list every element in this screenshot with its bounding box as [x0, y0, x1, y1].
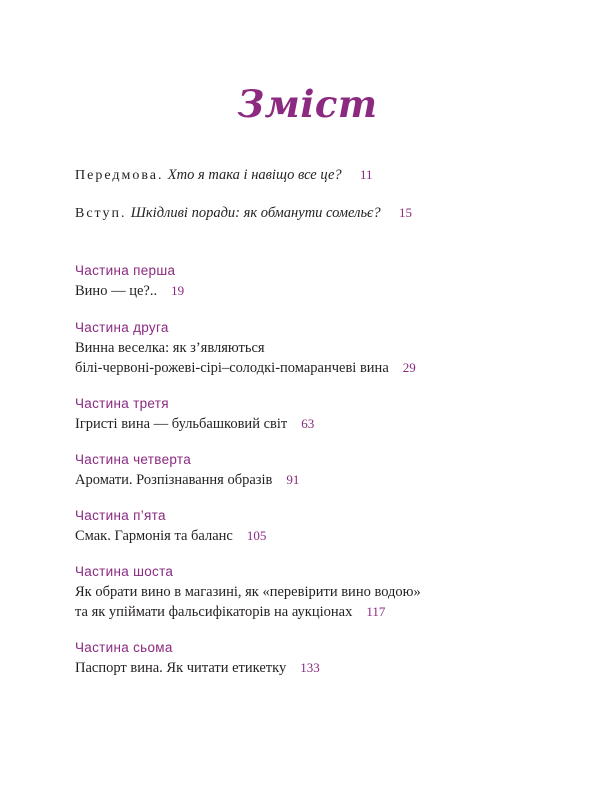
toc-part-2: [75, 318, 555, 378]
part-title: Як обрати вино в магазині, як «перевірити вино водою»: [75, 584, 421, 600]
part-heading: Частина шоста: [75, 564, 174, 579]
part-title-line: [75, 281, 555, 301]
toc-part-6: [75, 562, 555, 622]
part-title-line: [75, 658, 555, 678]
part-title-line: [75, 470, 555, 490]
part-title-line: [75, 358, 555, 378]
part-title: білі-червоні-рожеві-сірі–солодкі-помаранчеві вина: [75, 360, 389, 376]
part-title: Вино — це?..: [75, 283, 158, 299]
intro-label: Вступ.: [75, 206, 127, 221]
part-title-line: [75, 414, 555, 434]
part-title-line: [75, 602, 555, 622]
part-page-number: 91: [286, 472, 300, 487]
part-title: та як упіймати фальсифікаторів на аукціонах: [75, 604, 353, 620]
part-page-number: 63: [301, 416, 315, 431]
toc-entry-preface: [75, 165, 373, 186]
part-title-line: [75, 582, 555, 602]
part-heading: Частина п’ята: [75, 508, 166, 523]
part-heading: Частина третя: [75, 396, 169, 411]
part-heading: Частина перша: [75, 263, 176, 278]
preface-title: Хто я така і навіщо все це?: [167, 167, 342, 183]
part-title: Винна веселка: як з’являються: [75, 340, 265, 356]
toc-entry-intro: [75, 203, 412, 224]
part-title: Смак. Гармонія та баланс: [75, 528, 233, 544]
part-title-line: [75, 526, 555, 546]
part-page-number: 29: [402, 360, 416, 375]
part-title: Паспорт вина. Як читати етикетку: [75, 660, 287, 676]
part-heading: Частина друга: [75, 320, 169, 335]
part-title: Аромати. Розпізнавання образів: [75, 472, 273, 488]
part-heading: Частина четверта: [75, 452, 192, 467]
page-title: Зміст: [237, 82, 378, 126]
intro-title: Шкідливі поради: як обманути сомельє?: [130, 205, 381, 221]
part-heading: Частина сьома: [75, 640, 173, 655]
preface-page-number: 11: [359, 167, 373, 182]
part-page-number: 133: [300, 660, 320, 675]
toc-part-1: [75, 261, 555, 301]
part-title: Ігристі вина — бульбашковий світ: [75, 416, 288, 432]
toc-part-7: [75, 638, 555, 678]
toc-part-4: [75, 450, 555, 490]
part-page-number: 19: [171, 283, 185, 298]
intro-page-number: 15: [398, 205, 412, 220]
toc-part-3: [75, 394, 555, 434]
preface-label: Передмова.: [75, 168, 164, 183]
toc-part-5: [75, 506, 555, 546]
part-page-number: 117: [366, 604, 386, 619]
part-title-line: [75, 338, 555, 358]
part-page-number: 105: [246, 528, 267, 543]
